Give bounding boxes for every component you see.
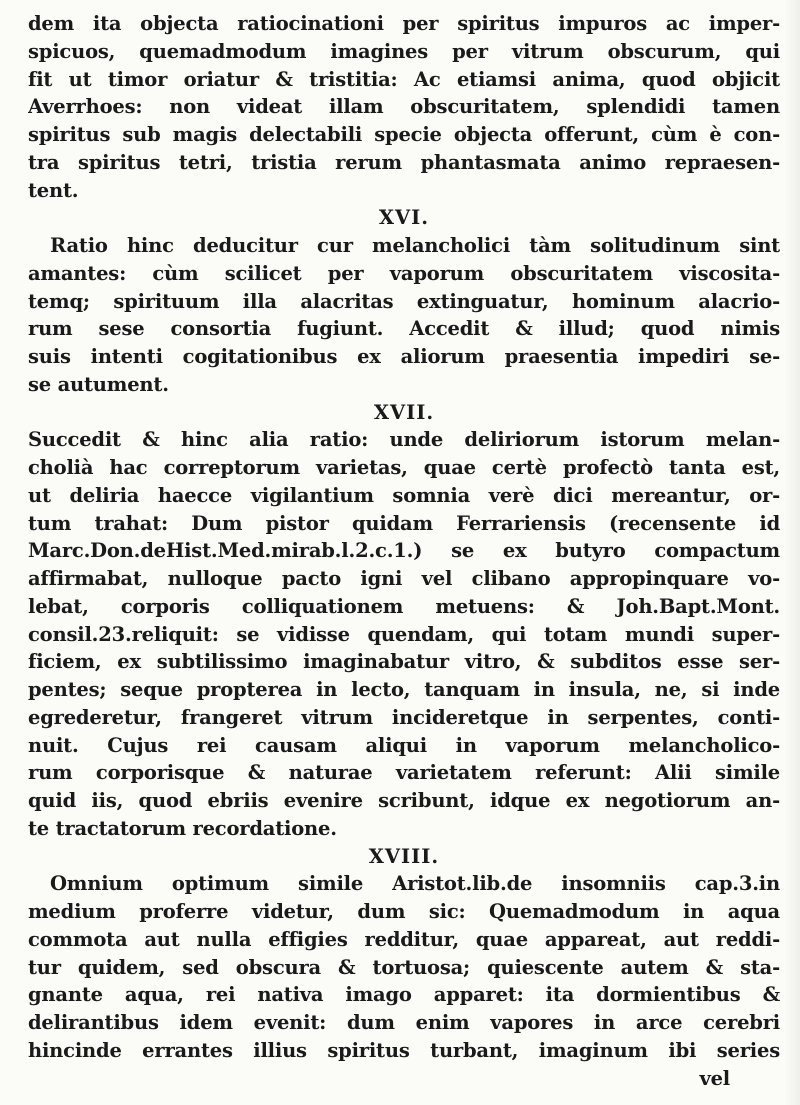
text-line: Ratio hinc deducitur cur melancholici tàm solitudinum sint: [50, 234, 780, 257]
text-line: suis intenti cogitationibus ex aliorum praesentia impediri se-: [28, 345, 780, 368]
text-line: fit ut timor oriatur & tristitia: Ac etiamsi anima, quod objicit: [28, 67, 780, 91]
text-line: temq; spirituum illa alacritas extinguatur, hominum alacrio-: [28, 289, 780, 313]
text-line: tra spiritus tetri, tristia rerum phantasmata animo repraesen-: [28, 150, 780, 174]
text-line: Succedit & hinc alia ratio: unde deliriorum istorum melan-: [28, 428, 780, 452]
text-line: medium proferre videtur, dum sic: Quemadmodum in aqua: [28, 900, 780, 923]
text-line: affirmabat, nulloque pacto igni vel clibano appropinquare vo-: [28, 567, 780, 590]
text-line: rum sese consortia fugiunt. Accedit & illud; quod nimis: [28, 317, 780, 341]
catchword: vel: [699, 1066, 730, 1090]
text-line: Omnium optimum simile Aristot.lib.de insomniis cap.3.in: [50, 872, 780, 896]
text-line: cholià hac correptorum varietas, quae certè profectò tanta est,: [28, 456, 780, 479]
section-number: XVII.: [373, 400, 435, 424]
text-line: Averrhoes: non videat illam obscuritatem, splendidi tamen: [28, 95, 780, 119]
text-line: spicuos, quemadmodum imagines per vitrum obscurum, qui: [28, 39, 780, 63]
section-number: XVI.: [378, 206, 430, 230]
text-line: dem ita objecta ratiocinationi per spiritus impuros ac imper-: [28, 12, 780, 35]
text-line: egrederetur, frangeret vitrum incideretque in serpentes, conti-: [28, 705, 780, 729]
text-line: amantes: cùm scilicet per vaporum obscuritatem viscosita-: [28, 261, 780, 285]
text-line: tent.: [28, 178, 79, 202]
text-line: ficiem, ex subtilissimo imaginabatur vitro, & subditos esse ser-: [28, 650, 780, 674]
text-line: tum trahat: Dum pistor quidam Ferrariensis (recensente id: [28, 511, 780, 535]
text-line: pentes; seque propterea in lecto, tanquam in insula, ne, si inde: [28, 678, 780, 701]
text-line: ut deliria haecce vigilantium somnia verè dici mereantur, or-: [28, 483, 780, 507]
text-line: gnante aqua, rei nativa imago apparet: ita dormientibus &: [28, 983, 780, 1007]
text-line: lebat, corporis colliquationem metuens: & Joh.Bapt.Mont.: [28, 594, 780, 618]
text-line: spiritus sub magis delectabili specie objecta offerunt, cùm è con-: [28, 123, 780, 146]
text-line: consil.23.reliquit: se vidisse quendam, qui totam mundi super-: [28, 622, 780, 646]
body-text: [28, 10, 780, 1092]
text-line: rum corporisque & naturae varietatem referunt: Alii simile: [28, 761, 780, 785]
section-number: XVIII.: [368, 844, 440, 868]
text-line: quid iis, quod ebriis evenire scribunt, idque ex negotiorum an-: [28, 789, 780, 812]
text-line: tur quidem, sed obscura & tortuosa; quiescente autem & sta-: [28, 955, 780, 979]
text-line: Marc.Don.deHist.Med.mirab.l.2.c.1.) se ex butyro compactum: [28, 539, 780, 563]
page-edge-shadow: [784, 0, 800, 1105]
text-line: se autument.: [28, 372, 169, 396]
text-line: hincinde errantes illius spiritus turbant, imaginum ibi series: [28, 1038, 780, 1062]
text-line: commota aut nulla effigies redditur, quae appareat, aut reddi-: [28, 927, 780, 951]
text-line: te tractatorum recordatione.: [28, 816, 337, 840]
text-line: nuit. Cujus rei causam aliqui in vaporum melancholico-: [28, 733, 780, 757]
text-line: delirantibus idem evenit: dum enim vapores in arce cerebri: [28, 1011, 780, 1034]
